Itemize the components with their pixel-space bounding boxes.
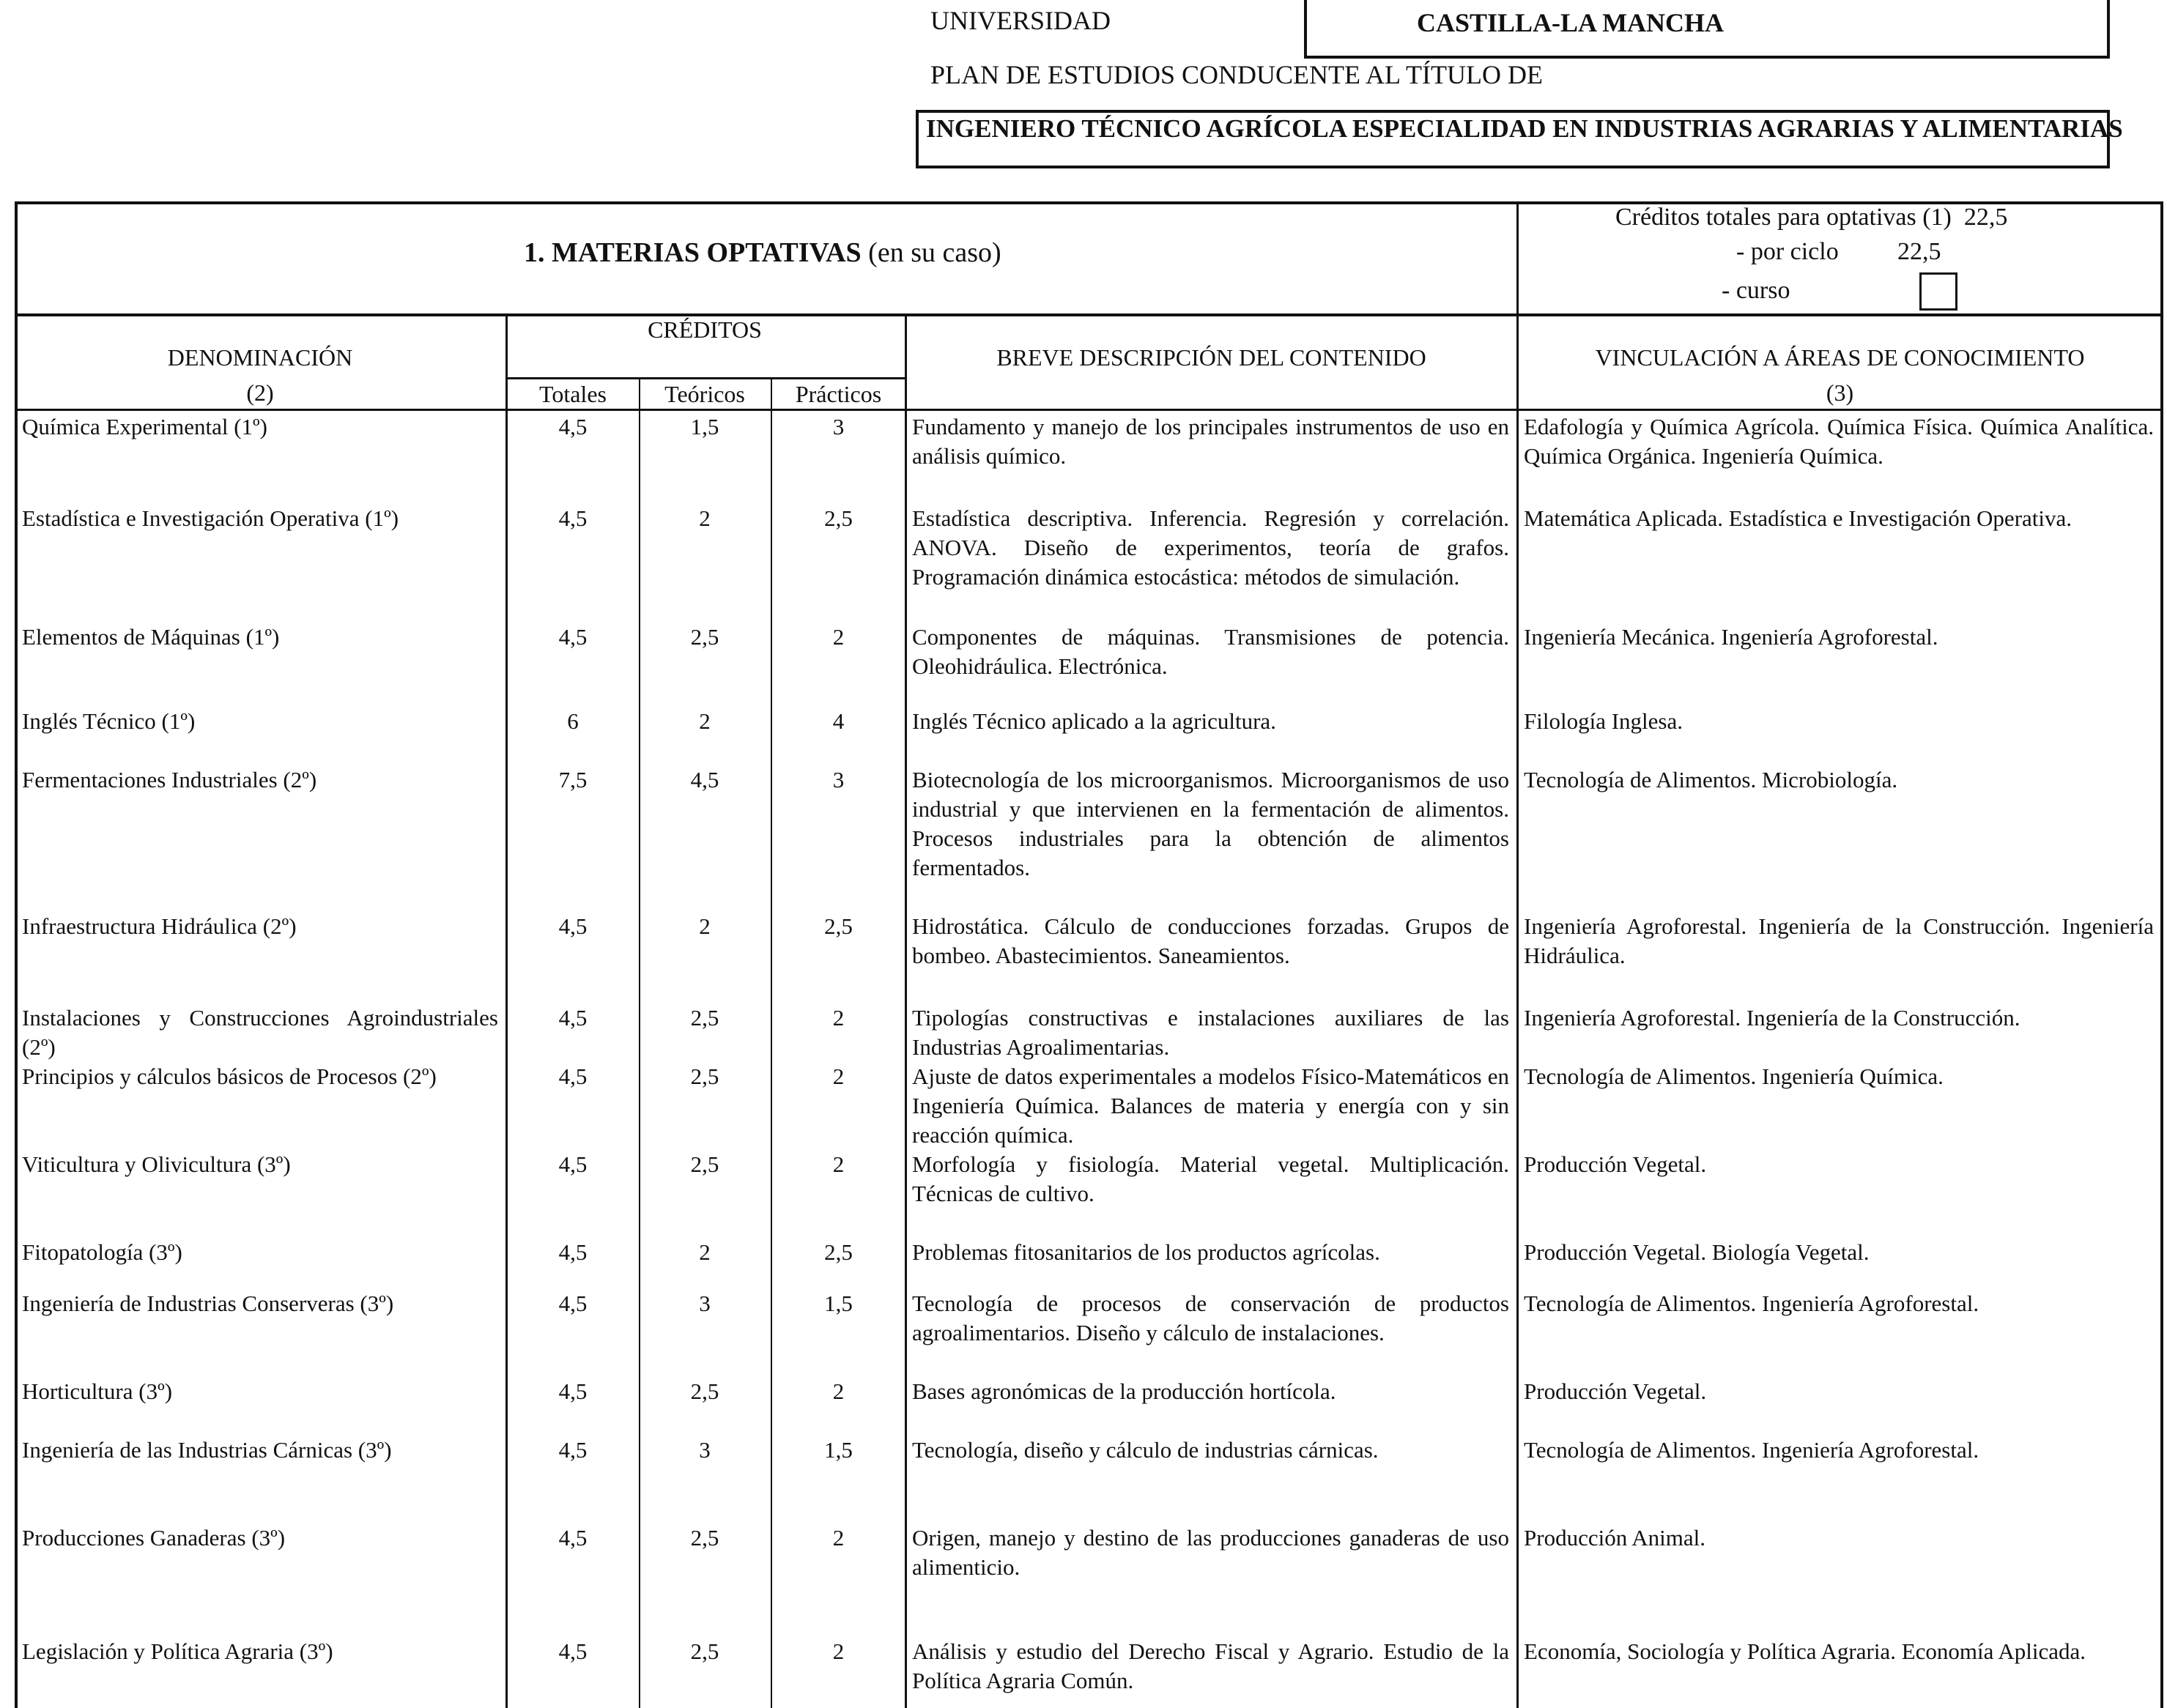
row-denominacion: Producciones Ganaderas (3º) — [22, 1525, 286, 1551]
row-teoricos: 2,5 — [690, 1525, 719, 1551]
row-teoricos: 2,5 — [690, 1063, 719, 1089]
row-practicos: 2 — [832, 1005, 845, 1031]
row-vinculacion: Producción Animal. — [1524, 1525, 1705, 1551]
col-descripcion: BREVE DESCRIPCIÓN DEL CONTENIDO — [996, 344, 1426, 371]
row-denominacion: Inglés Técnico (1º) — [22, 708, 196, 734]
curso-label: - curso — [1722, 277, 1790, 304]
header-row-bottom — [15, 409, 2163, 411]
por-ciclo-label: - por ciclo — [1736, 238, 1839, 265]
row-descripcion: Componentes de máquinas. Transmisiones de potencia. Oleohidráulica. Electrónica. — [912, 624, 1509, 679]
row-practicos: 2 — [832, 1151, 845, 1177]
row-descripcion: Estadística descriptiva. Inferencia. Regresión y correlación. ANOVA. Diseño de experimentos, teoría de grafos. Programación dinámica estocástica: métodos de simulación. — [912, 505, 1509, 590]
row-totales: 4,5 — [558, 624, 588, 650]
row-vinculacion: Tecnología de Alimentos. Ingeniería Química. — [1524, 1063, 1944, 1089]
col-practicos: Prácticos — [795, 381, 882, 407]
credits-total-value: 22,5 — [1963, 204, 2008, 231]
col-creditos: CRÉDITOS — [648, 316, 762, 343]
col-line-5 — [1516, 315, 1519, 1708]
row-totales: 4,5 — [558, 1437, 588, 1463]
row-totales: 4,5 — [558, 1151, 588, 1177]
row-descripcion: Bases agronómicas de la producción hortícola. — [912, 1378, 1336, 1404]
row-totales: 4,5 — [558, 913, 588, 939]
row-practicos: 4 — [832, 708, 845, 734]
section-title: 1. MATERIAS OPTATIVAS (en su caso) — [524, 237, 1001, 268]
row-practicos: 2 — [832, 1378, 845, 1404]
credits-total — [1615, 204, 2007, 231]
row-vinculacion: Tecnología de Alimentos. Ingeniería Agroforestal. — [1524, 1437, 1979, 1463]
row-practicos: 3 — [832, 414, 845, 439]
row-denominacion: Fitopatología (3º) — [22, 1239, 182, 1265]
row-descripcion: Tipologías constructivas e instalaciones auxiliares de las Industrias Agroalimentarias. — [912, 1005, 1509, 1060]
row-practicos: 2 — [832, 1525, 845, 1551]
row-totales: 4,5 — [558, 414, 588, 439]
row-practicos: 2 — [832, 1638, 845, 1664]
row-descripcion: Ajuste de datos experimentales a modelos Físico-Matemáticos en Ingeniería Química. Balances de materia y energía con y sin reacción química. — [912, 1063, 1509, 1148]
header-divider — [1516, 201, 1519, 315]
row-vinculacion: Producción Vegetal. — [1524, 1151, 1707, 1177]
credits-total-label: Créditos totales para optativas (1) — [1615, 204, 1952, 231]
row-totales: 4,5 — [558, 1378, 588, 1404]
row-denominacion: Horticultura (3º) — [22, 1378, 173, 1404]
plan-label: PLAN DE ESTUDIOS CONDUCENTE AL TÍTULO DE — [930, 60, 1543, 89]
row-totales: 4,5 — [558, 1005, 588, 1031]
row-denominacion: Química Experimental (1º) — [22, 414, 267, 439]
row-descripcion: Origen, manejo y destino de las producciones ganaderas de uso alimenticio. — [912, 1525, 1509, 1580]
por-ciclo-value: 22,5 — [1897, 238, 1941, 265]
row-vinculacion: Matemática Aplicada. Estadística e Investigación Operativa. — [1524, 505, 2072, 531]
row-descripcion: Biotecnología de los microorganismos. Microorganismos de uso industrial y que intervienen en la fermentación de alimentos. Procesos industriales para la obtención de alimentos fermentados. — [912, 767, 1509, 880]
row-denominacion: Ingeniería de Industrias Conserveras (3º) — [22, 1291, 394, 1316]
universidad-name: CASTILLA-LA MANCHA — [1417, 8, 1725, 37]
row-totales: 4,5 — [558, 505, 588, 531]
col-line-3 — [771, 377, 772, 1708]
row-practicos: 1,5 — [824, 1437, 853, 1463]
row-teoricos: 3 — [699, 1437, 711, 1463]
row-totales: 7,5 — [558, 767, 588, 792]
row-descripcion: Fundamento y manejo de los principales instrumentos de uso en análisis químico. — [912, 414, 1509, 469]
row-denominacion: Viticultura y Olivicultura (3º) — [22, 1151, 291, 1177]
row-teoricos: 2 — [699, 1239, 711, 1265]
row-teoricos: 2,5 — [690, 1638, 719, 1664]
row-vinculacion: Edafología y Química Agrícola. Química Física. Química Analítica. Química Orgánica. Ingeniería Química. — [1524, 414, 2154, 469]
row-vinculacion: Producción Vegetal. Biología Vegetal. — [1524, 1239, 1870, 1265]
row-practicos: 3 — [832, 767, 845, 792]
section-title-suffix: (en su caso) — [868, 237, 1001, 268]
row-practicos: 2,5 — [824, 913, 853, 939]
universidad-label: UNIVERSIDAD — [930, 6, 1111, 35]
row-vinculacion: Ingeniería Agroforestal. Ingeniería de la Construcción. Ingeniería Hidráulica. — [1524, 913, 2154, 968]
row-teoricos: 2,5 — [690, 1151, 719, 1177]
row-descripcion: Análisis y estudio del Derecho Fiscal y Agrario. Estudio de la Política Agraria Común. — [912, 1638, 1509, 1693]
row-teoricos: 2 — [699, 913, 711, 939]
col-vinculacion-note: (3) — [1826, 379, 1854, 406]
row-totales: 4,5 — [558, 1063, 588, 1089]
row-totales: 4,5 — [558, 1291, 588, 1316]
row-vinculacion: Tecnología de Alimentos. Ingeniería Agroforestal. — [1524, 1291, 1979, 1316]
col-line-2 — [639, 377, 640, 1708]
row-descripcion: Hidrostática. Cálculo de conducciones forzadas. Grupos de bombeo. Abastecimientos. Saneamientos. — [912, 913, 1509, 968]
row-teoricos: 2 — [699, 505, 711, 531]
row-vinculacion: Ingeniería Agroforestal. Ingeniería de la Construcción. — [1524, 1005, 2020, 1031]
row-denominacion: Principios y cálculos básicos de Procesos (2º) — [22, 1063, 437, 1089]
row-denominacion: Ingeniería de las Industrias Cárnicas (3º) — [22, 1437, 392, 1463]
row-practicos: 1,5 — [824, 1291, 853, 1316]
row-totales: 4,5 — [558, 1525, 588, 1551]
row-descripcion: Problemas fitosanitarios de los productos agrícolas. — [912, 1239, 1380, 1265]
row-vinculacion: Economía, Sociología y Política Agraria. Economía Aplicada. — [1524, 1638, 2086, 1664]
row-descripcion: Inglés Técnico aplicado a la agricultura. — [912, 708, 1276, 734]
row-descripcion: Tecnología, diseño y cálculo de industrias cárnicas. — [912, 1437, 1379, 1463]
row-denominacion: Elementos de Máquinas (1º) — [22, 624, 280, 650]
row-denominacion: Instalaciones y Construcciones Agroindustriales (2º) — [22, 1005, 498, 1060]
row-descripcion: Tecnología de procesos de conservación de productos agroalimentarios. Diseño y cálculo de instalaciones. — [912, 1291, 1509, 1345]
row-practicos: 2,5 — [824, 1239, 853, 1265]
row-denominacion: Estadística e Investigación Operativa (1º) — [22, 505, 399, 531]
row-practicos: 2 — [832, 624, 845, 650]
title-row-bottom — [15, 313, 2163, 316]
row-totales: 4,5 — [558, 1239, 588, 1265]
degree-box — [916, 110, 2123, 168]
row-totales: 4,5 — [558, 1638, 588, 1664]
col-denominacion: DENOMINACIÓN — [167, 344, 353, 371]
row-teoricos: 2,5 — [690, 1005, 719, 1031]
row-denominacion: Legislación y Política Agraria (3º) — [22, 1638, 333, 1664]
row-descripcion: Morfología y fisiología. Material vegetal. Multiplicación. Técnicas de cultivo. — [912, 1151, 1509, 1206]
row-teoricos: 1,5 — [690, 414, 719, 439]
row-vinculacion: Ingeniería Mecánica. Ingeniería Agroforestal. — [1524, 624, 1938, 650]
row-denominacion: Infraestructura Hidráulica (2º) — [22, 913, 297, 939]
row-teoricos: 4,5 — [690, 767, 719, 792]
row-practicos: 2,5 — [824, 505, 853, 531]
row-teoricos: 3 — [699, 1291, 711, 1316]
degree-title: INGENIERO TÉCNICO AGRÍCOLA ESPECIALIDAD EN INDUSTRIAS AGRARIAS Y ALIMENTARIAS — [926, 114, 2123, 143]
row-denominacion: Fermentaciones Industriales (2º) — [22, 767, 317, 792]
col-teoricos: Teóricos — [664, 381, 745, 407]
row-vinculacion: Filología Inglesa. — [1524, 708, 1683, 734]
row-teoricos: 2,5 — [690, 624, 719, 650]
row-totales: 6 — [567, 708, 579, 734]
col-denominacion-note: (2) — [246, 379, 274, 406]
row-teoricos: 2 — [699, 708, 711, 734]
row-teoricos: 2,5 — [690, 1378, 719, 1404]
col-vinculacion: VINCULACIÓN A ÁREAS DE CONOCIMIENTO — [1595, 344, 2085, 371]
curso-checkbox[interactable] — [1919, 272, 1957, 311]
col-totales: Totales — [539, 381, 607, 407]
creditos-divider — [507, 377, 906, 379]
row-practicos: 2 — [832, 1063, 845, 1089]
universidad-box — [1304, 0, 2110, 59]
row-vinculacion: Tecnología de Alimentos. Microbiología. — [1524, 767, 1898, 792]
row-vinculacion: Producción Vegetal. — [1524, 1378, 1707, 1404]
